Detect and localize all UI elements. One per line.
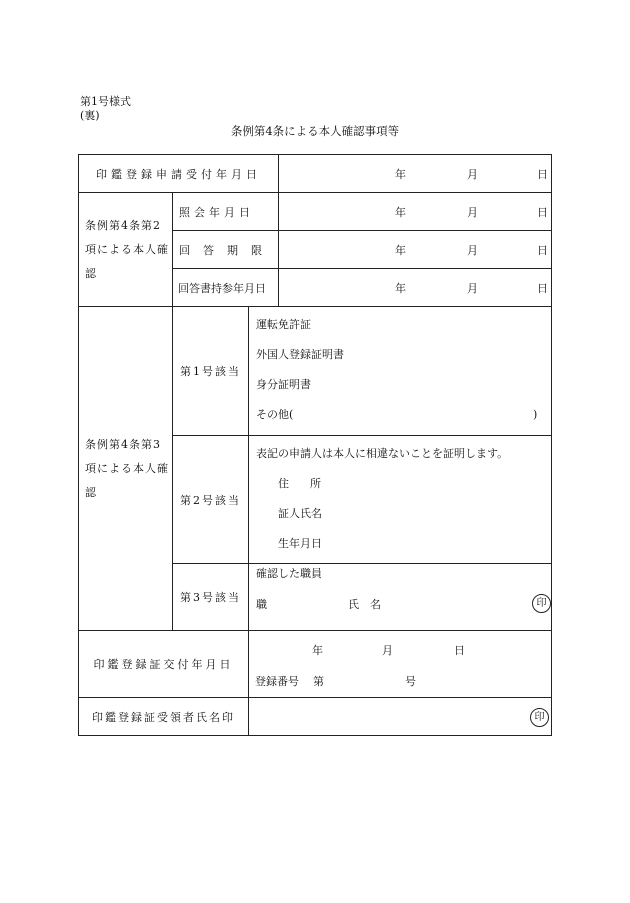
day-unit: 日	[537, 167, 549, 181]
seal-mark: 印	[530, 708, 549, 727]
month-unit: 月	[467, 243, 479, 257]
reply-bring-date-label: 回答書持参年月日	[173, 269, 279, 307]
year-unit: 年	[395, 205, 407, 219]
registration-dai-label: 第	[313, 675, 324, 688]
receiver-name-field[interactable]	[249, 698, 552, 736]
item1-label: 第1号該当	[173, 307, 249, 436]
month-unit: 月	[467, 167, 479, 181]
address-label: 住 所	[278, 477, 326, 490]
option-identity-certificate[interactable]: 身分証明書	[256, 378, 311, 391]
year-unit: 年	[395, 243, 407, 257]
year-unit: 年	[395, 281, 407, 295]
item1-options-cell	[249, 307, 552, 436]
reply-bring-date-field[interactable]	[279, 269, 552, 307]
application-date-field[interactable]	[279, 155, 552, 193]
row-receiver-name	[79, 698, 552, 736]
section2-label: 条例第4条第2項による本人確認	[85, 218, 169, 280]
guarantor-name-label: 証人氏名	[278, 507, 322, 520]
month-unit: 月	[467, 205, 479, 219]
row-item1	[79, 307, 552, 436]
staff-position-label: 職	[256, 598, 267, 611]
option-alien-registration[interactable]: 外国人登録証明書	[256, 348, 344, 361]
year-unit: 年	[395, 167, 407, 181]
form-number: 第1号様式	[80, 95, 131, 108]
month-unit: 月	[467, 281, 479, 295]
row-application-date	[79, 155, 552, 193]
reply-deadline-field[interactable]	[279, 231, 552, 269]
birthdate-label: 生年月日	[278, 537, 322, 550]
confirmation-form-table	[78, 154, 552, 736]
year-unit: 年	[312, 644, 323, 657]
item2-label: 第2号該当	[173, 436, 249, 564]
staff-name-label: 氏 名	[348, 598, 381, 611]
day-unit: 日	[537, 243, 549, 257]
day-unit: 日	[454, 644, 465, 657]
day-unit: 日	[537, 205, 549, 219]
reply-deadline-label: 回答期限	[173, 231, 279, 269]
option-drivers-license[interactable]: 運転免許証	[256, 318, 311, 331]
inquiry-date-field[interactable]	[279, 193, 552, 231]
issue-date-content-cell	[249, 631, 552, 698]
guarantor-statement: 表記の申請人は本人に相違ないことを証明します。	[256, 447, 509, 460]
application-date-label: 印鑑登録申請受付年月日	[79, 155, 279, 193]
registration-go-label: 号	[405, 675, 416, 688]
section3-label: 条例第4条第3項による本人確認	[85, 437, 169, 499]
registration-number-label: 登録番号	[255, 675, 299, 688]
item3-content-cell	[249, 564, 552, 631]
seal-mark: 印	[532, 594, 551, 613]
month-unit: 月	[382, 644, 393, 657]
item3-label: 第3号該当	[173, 564, 249, 631]
item2-content-cell	[249, 436, 552, 564]
document-title: 条例第4条による本人確認事項等	[230, 124, 400, 138]
receiver-name-label: 印鑑登録証受領者氏名印	[79, 698, 249, 736]
option-other-close: )	[533, 408, 538, 421]
inquiry-date-label: 照会年月日	[173, 193, 279, 231]
issue-date-label: 印鑑登録証交付年月日	[79, 631, 249, 698]
row-inquiry-date	[79, 193, 552, 231]
section2-label-cell	[79, 193, 173, 307]
option-other[interactable]	[256, 400, 551, 430]
day-unit: 日	[537, 281, 549, 295]
section3-label-cell	[79, 307, 173, 631]
option-other-label: その他(	[256, 408, 294, 421]
row-issue-date	[79, 631, 552, 698]
form-side-label: (裏)	[80, 109, 100, 122]
staff-label: 確認した職員	[256, 567, 322, 580]
